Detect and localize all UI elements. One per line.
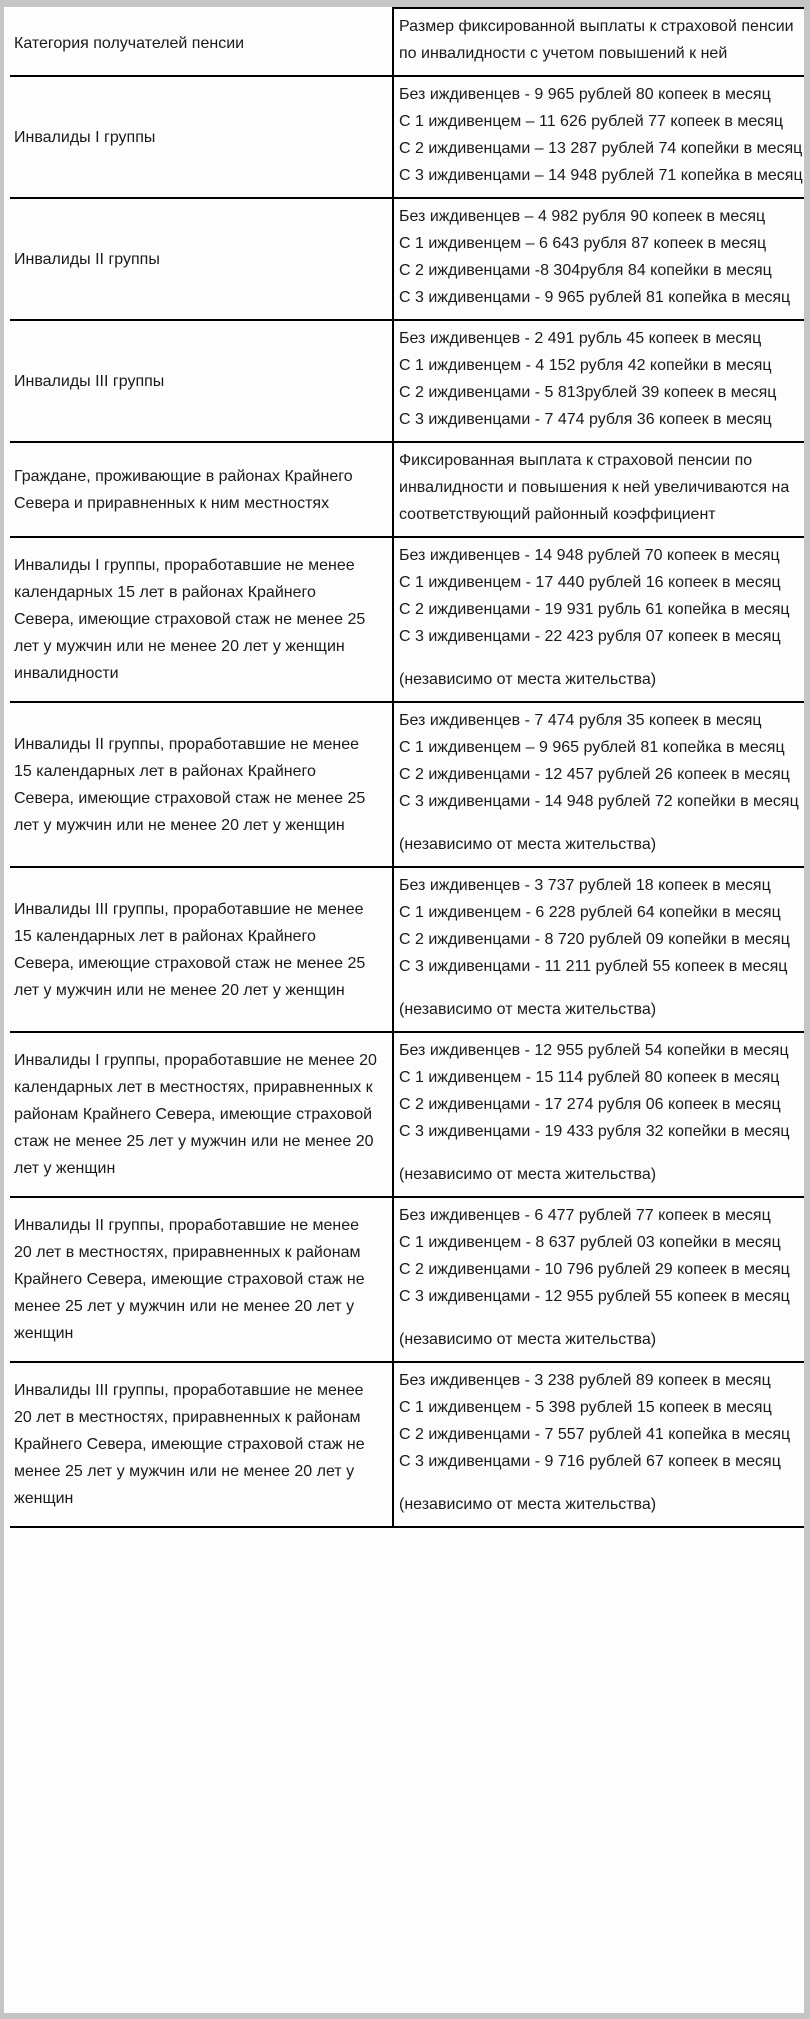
amount-line: Без иждивенцев - 12 955 рублей 54 копейки в месяц [399, 1042, 789, 1059]
amount-cell [393, 1197, 807, 1362]
table-row [10, 198, 807, 320]
amount-line: С 1 иждивенцем - 6 228 рублей 64 копейки в месяц [399, 904, 781, 921]
amount-cell [393, 320, 807, 442]
residence-note: (независимо от места жительства) [399, 1496, 657, 1513]
amount-line: С 3 иждивенцами - 22 423 рубля 07 копеек в месяц [399, 628, 781, 645]
category-cell: Инвалиды III группы, проработавшие не менее 20 лет в местностях, приравненных к районам Крайнего Севера, имеющие страховой стаж не менее 25 лет у мужчин или не менее 20 лет у женщин [10, 1362, 393, 1527]
amount-line: С 2 иждивенцами - 12 457 рублей 26 копеек в месяц [399, 766, 790, 783]
amount-line: С 1 иждивенцем - 4 152 рубля 42 копейки в месяц [399, 357, 772, 374]
category-cell: Инвалиды II группы [10, 198, 393, 320]
header-category-cell: Категория получателей пенсии [10, 8, 393, 76]
table-row [10, 442, 807, 537]
amount-cell [393, 76, 807, 198]
amount-line: С 3 иждивенцами - 7 474 рубля 36 копеек в месяц [399, 411, 772, 428]
amount-line: С 3 иждивенцами - 19 433 рубля 32 копейки в месяц [399, 1123, 790, 1140]
amount-line: С 3 иждивенцами - 11 211 рублей 55 копеек в месяц [399, 958, 788, 975]
amount-line: С 3 иждивенцами – 14 948 рублей 71 копейка в месяц [399, 167, 803, 184]
amount-cell [393, 1032, 807, 1197]
table-row [10, 1032, 807, 1197]
category-cell: Инвалиды III группы, проработавшие не менее 15 календарных лет в районах Крайнего Севера, имеющие страховой стаж не менее 25 лет у мужчин или не менее 20 лет у женщин [10, 867, 393, 1032]
amount-line: С 2 иждивенцами - 17 274 рубля 06 копеек в месяц [399, 1096, 781, 1113]
amount-cell [393, 198, 807, 320]
amount-line: Без иждивенцев – 4 982 рубля 90 копеек в месяц [399, 208, 766, 225]
amount-line: С 2 иждивенцами - 5 813рублей 39 копеек в месяц [399, 384, 777, 401]
amount-line: С 1 иждивенцем – 11 626 рублей 77 копеек в месяц [399, 113, 784, 130]
table-row [10, 537, 807, 702]
amount-line: С 3 иждивенцами - 9 716 рублей 67 копеек в месяц [399, 1453, 781, 1470]
residence-note: (независимо от места жительства) [399, 1166, 657, 1183]
table-row [10, 1362, 807, 1527]
amount-line: С 1 иждивенцем - 8 637 рублей 03 копейки в месяц [399, 1234, 781, 1251]
amount-line: С 2 иждивенцами - 8 720 рублей 09 копейки в месяц [399, 931, 790, 948]
table-row [10, 867, 807, 1032]
amount-line: С 2 иждивенцами – 13 287 рублей 74 копейки в месяц [399, 140, 803, 157]
amount-line: С 2 иждивенцами - 7 557 рублей 41 копейка в месяц [399, 1426, 791, 1443]
table-row [10, 1197, 807, 1362]
table-row [10, 702, 807, 867]
amount-cell [393, 867, 807, 1032]
category-cell: Инвалиды I группы, проработавшие не менее 20 календарных лет в местностях, приравненных к районам Крайнего Севера, имеющие страховой стаж не менее 25 лет у мужчин или не менее 20 лет у женщин [10, 1032, 393, 1197]
header-amount-cell: Размер фиксированной выплаты к страховой пенсии по инвалидности с учетом повышений к ней [393, 8, 807, 76]
amount-line: Без иждивенцев - 9 965 рублей 80 копеек в месяц [399, 86, 771, 103]
amount-line: С 1 иждивенцем - 15 114 рублей 80 копеек в месяц [399, 1069, 780, 1086]
amount-line: С 3 иждивенцами - 12 955 рублей 55 копеек в месяц [399, 1288, 790, 1305]
amount-line: С 2 иждивенцами -8 304рубля 84 копейки в месяц [399, 262, 772, 279]
amount-line: С 3 иждивенцами - 9 965 рублей 81 копейка в месяц [399, 289, 791, 306]
residence-note: (независимо от места жительства) [399, 1331, 657, 1348]
amount-line: С 2 иждивенцами - 10 796 рублей 29 копеек в месяц [399, 1261, 790, 1278]
table-body [10, 76, 807, 1527]
residence-note: (независимо от места жительства) [399, 671, 657, 688]
table-header-row [10, 8, 807, 76]
amount-line: С 1 иждивенцем – 6 643 рубля 87 копеек в месяц [399, 235, 767, 252]
amount-cell [393, 702, 807, 867]
residence-note: (независимо от места жительства) [399, 1001, 657, 1018]
table-row [10, 76, 807, 198]
amount-line: С 1 иждивенцем - 5 398 рублей 15 копеек в месяц [399, 1399, 772, 1416]
pension-table [10, 7, 807, 1528]
amount-line: Без иждивенцев - 3 238 рублей 89 копеек в месяц [399, 1372, 771, 1389]
amount-line: С 1 иждивенцем – 9 965 рублей 81 копейка в месяц [399, 739, 785, 756]
amount-line: Фиксированная выплата к страховой пенсии по инвалидности и повышения к ней увеличиваются на соответствующий районный коэффициент [399, 452, 790, 523]
category-cell: Инвалиды II группы, проработавшие не менее 15 календарных лет в районах Крайнего Севера, имеющие страховой стаж не менее 25 лет у мужчин или не менее 20 лет у женщин [10, 702, 393, 867]
category-cell: Граждане, проживающие в районах Крайнего Севера и приравненных к ним местностях [10, 442, 393, 537]
amount-line: Без иждивенцев - 2 491 рубль 45 копеек в месяц [399, 330, 762, 347]
category-cell: Инвалиды I группы, проработавшие не менее календарных 15 лет в районах Крайнего Севера, имеющие страховой стаж не менее 25 лет у мужчин или не менее 20 лет у женщин инвалидности [10, 537, 393, 702]
amount-line: С 1 иждивенцем - 17 440 рублей 16 копеек в месяц [399, 574, 781, 591]
amount-cell [393, 537, 807, 702]
amount-line: Без иждивенцев - 7 474 рубля 35 копеек в месяц [399, 712, 762, 729]
amount-line: С 2 иждивенцами - 19 931 рубль 61 копейка в месяц [399, 601, 790, 618]
amount-line: С 3 иждивенцами - 14 948 рублей 72 копейки в месяц [399, 793, 799, 810]
amount-line: Без иждивенцев - 6 477 рублей 77 копеек в месяц [399, 1207, 771, 1224]
category-cell: Инвалиды I группы [10, 76, 393, 198]
amount-line: Без иждивенцев - 3 737 рублей 18 копеек в месяц [399, 877, 771, 894]
table-row [10, 320, 807, 442]
amount-cell [393, 1362, 807, 1527]
category-cell: Инвалиды III группы [10, 320, 393, 442]
category-cell: Инвалиды II группы, проработавшие не менее 20 лет в местностях, приравненных к районам Крайнего Севера, имеющие страховой стаж не менее 25 лет у мужчин или не менее 20 лет у женщин [10, 1197, 393, 1362]
residence-note: (независимо от места жительства) [399, 836, 657, 853]
amount-cell [393, 442, 807, 537]
amount-line: Без иждивенцев - 14 948 рублей 70 копеек в месяц [399, 547, 780, 564]
